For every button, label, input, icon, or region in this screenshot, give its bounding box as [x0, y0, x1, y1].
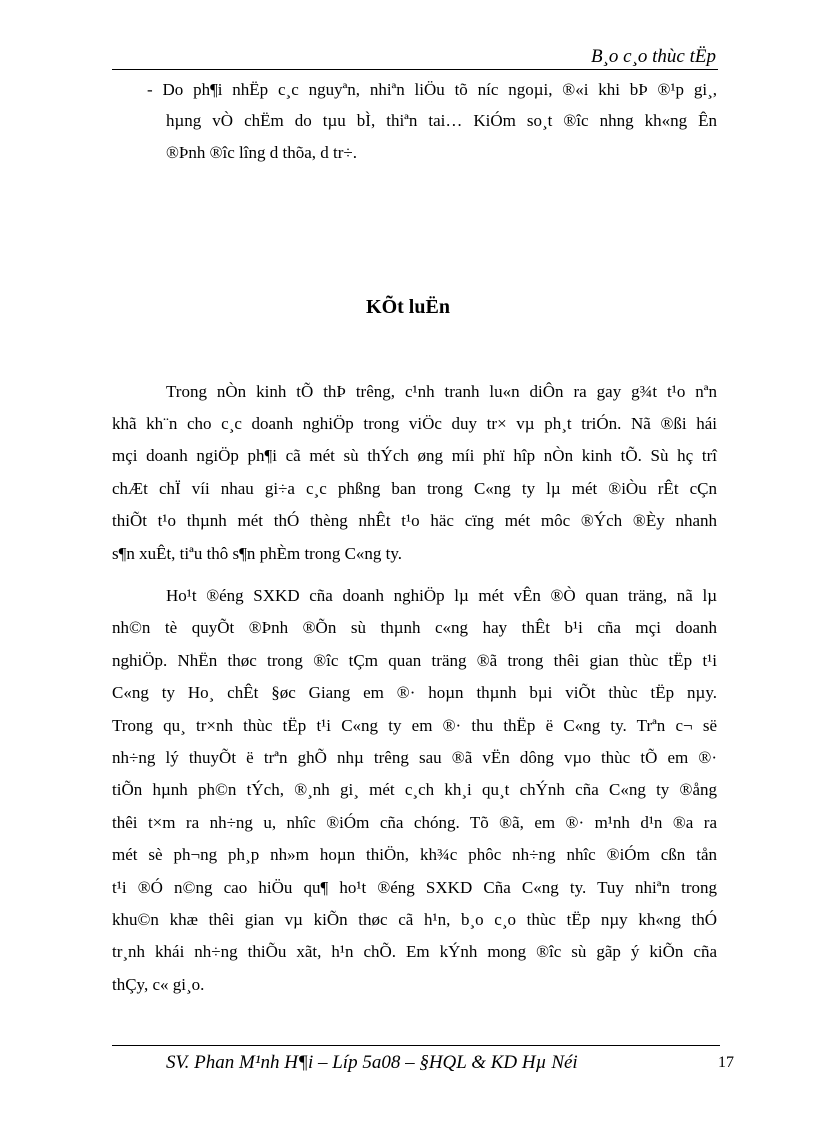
- paragraph-line: khu©n khæ thêi gian vµ kiÕn thøc cã h¹n, b¸o c¸o thùc tËp nµy kh«ng thÓ: [112, 910, 717, 929]
- paragraph-line: mçi doanh ngiÖp ph¶i cã mét sù thÝch øng míi phï hîp nÒn kinh tÕ. Sù hç trî: [112, 446, 717, 465]
- paragraph-line: thêi t×m ra nh÷ng u, nhîc ®iÓm cña chóng. Tõ ®ã, em ®· m¹nh d¹n ®a ra: [112, 813, 717, 832]
- section-title: KÕt luËn: [366, 296, 450, 318]
- paragraph-line: khã kh¨n cho c¸c doanh nghiÖp trong viÖc duy tr× vµ ph¸t triÓn. Nã ®ßi hái: [112, 414, 717, 433]
- intro-line: - Do ph¶i nhËp c¸c nguyªn, nhiªn liÖu tõ níc ngoµi, ®«i khi bÞ ®¹p gi¸,: [147, 80, 717, 99]
- paragraph-line: thiÕt t¹o thµnh mét thÓ thèng nhÊt t¹o häc cïng mét môc ®Ých ®Èy nhanh: [112, 511, 717, 530]
- running-header: B¸o c¸o thùc tËp: [590, 46, 716, 67]
- paragraph-line: s¶n xuÊt, tiªu thô s¶n phÈm trong C«ng ty.: [112, 544, 403, 563]
- paragraph-line: nh÷ng lý thuyÕt ë trªn ghÕ nhµ trêng sau ®ã vËn dông vµo thùc tÕ em ®·: [112, 748, 717, 767]
- header-divider: [112, 69, 718, 70]
- footer-divider: [112, 1045, 720, 1046]
- paragraph-line: t¹i ®Ó n©ng cao hiÖu qu¶ ho¹t ®éng SXKD Cña C«ng ty. Tuy nhiªn trong: [112, 878, 717, 897]
- paragraph-line: Ho¹t ®éng SXKD cña doanh nghiÖp lµ mét vÊn ®Ò quan träng, nã lµ: [166, 586, 717, 605]
- intro-line: hµng vÒ chËm do tµu bÌ, thiªn tai… KiÓm so¸t ®îc nhng kh«ng Ên: [166, 111, 717, 130]
- footer-author-line: SV. Phan M¹nh H¶i – Líp 5a08 – §HQL & KD Hµ Néi: [166, 1052, 578, 1073]
- paragraph-line: mét sè ph¬ng ph¸p nh»m hoµn thiÖn, kh¾c phôc nh÷ng nhîc ®iÓm cßn tån: [112, 845, 717, 864]
- paragraph-line: tr¸nh khái nh÷ng thiÕu xãt, h¹n chÕ. Em kÝnh mong ®îc sù gãp ý kiÕn cña: [112, 942, 717, 961]
- paragraph-line: Trong nÒn kinh tÕ thÞ trêng, c¹nh tranh lu«n diÔn ra gay g¾t t¹o nªn: [166, 382, 717, 401]
- paragraph-line: nghiÖp. NhËn thøc trong ®îc tÇm quan träng ®ã trong thêi gian thùc tËp t¹i: [112, 651, 717, 670]
- paragraph-line: C«ng ty Ho¸ chÊt §øc Giang em ®· hoµn thµnh bµi viÕt thùc tËp nµy.: [112, 683, 717, 702]
- page-number: 17: [718, 1054, 734, 1071]
- paragraph-line: Trong qu¸ tr×nh thùc tËp t¹i C«ng ty em ®· thu thËp ë C«ng ty. Trªn c¬ së: [112, 716, 717, 735]
- paragraph-line: tiÕn hµnh ph©n tÝch, ®¸nh gi¸ mét c¸ch kh¸i qu¸t chÝnh cña C«ng ty ®ång: [112, 780, 717, 799]
- paragraph-line: nh©n tè quyÕt ®Þnh ®Õn sù thµnh c«ng hay thÊt b¹i cña mçi doanh: [112, 618, 717, 637]
- intro-line: ®Þnh ®îc lîng d thõa, d tr÷.: [166, 143, 357, 162]
- paragraph-line: thÇy, c« gi¸o.: [112, 975, 205, 994]
- paragraph-line: chÆt chÏ víi nhau gi÷a c¸c phßng ban trong C«ng ty lµ mét ®iÒu rÊt cÇn: [112, 479, 717, 498]
